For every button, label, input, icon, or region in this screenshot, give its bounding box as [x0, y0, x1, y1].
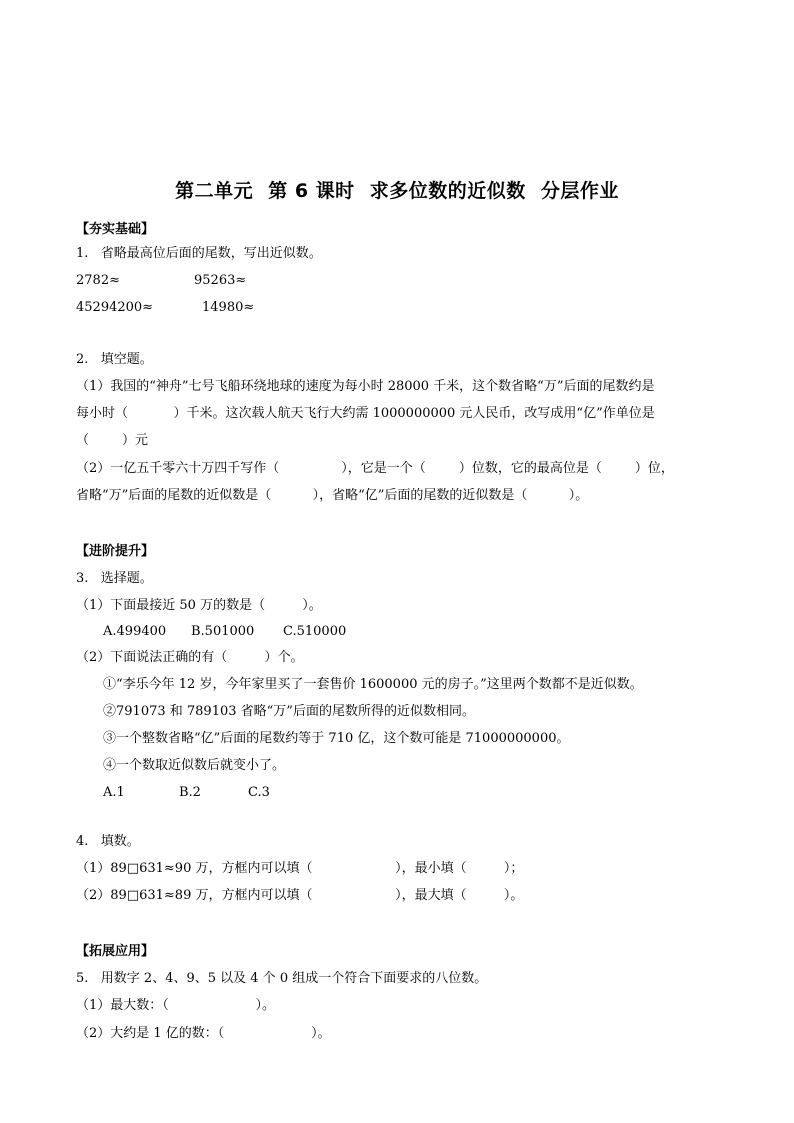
q3-part2-option-c: C.3 [248, 785, 270, 800]
title-lesson: 第 6 课时 [268, 180, 355, 202]
q3-statement-2: ②791073 和 789103 省略“万”后面的尾数所得的近似数相同。 [103, 704, 475, 719]
q2-part2-line1: （2）一亿五千零六十万四千写作（ ），它是一个（ ）位数，它的最高位是（ ）位， [76, 461, 674, 476]
q3-part1-option-a: A.499400 [103, 624, 167, 639]
q3-part2-options [103, 784, 270, 802]
q1-row-2 [76, 299, 255, 317]
q3-part1-option-c: C.510000 [283, 624, 347, 639]
q1-stem: 1. 省略最高位后面的尾数，写出近似数。 [76, 246, 322, 261]
q2-part2-line2: 省略“万”后面的尾数的近似数是（ ），省略“亿”后面的尾数的近似数是（ ）。 [76, 488, 589, 503]
q2-part1-line1: （1）我国的“神舟”七号飞船环绕地球的速度为每小时 28000 千米，这个数省略“万”后面的尾数约是 [76, 379, 655, 394]
q2-stem: 2. 填空题。 [76, 352, 153, 367]
page-title [0, 176, 794, 203]
section-extend-heading: 【拓展应用】 [76, 944, 155, 959]
q3-statement-4: ④一个数取近似数后就变小了。 [103, 758, 286, 773]
q5-stem: 5. 用数字 2、4、9、5 以及 4 个 0 组成一个符合下面要求的八位数。 [76, 971, 488, 986]
section-advanced-heading: 【进阶提升】 [76, 544, 155, 559]
q3-part2-option-a: A.1 [103, 785, 125, 800]
q3-part1: （1）下面最接近 50 万的数是（ ）。 [76, 598, 322, 613]
q1-item-4: 14980≈ [202, 300, 255, 315]
q5-line-1: （1）最大数：（ ）。 [76, 998, 276, 1013]
q1-item-1: 2782≈ [76, 273, 120, 288]
q4-line-2: （2）89□631≈89 万，方框内可以填（ ），最大填（ ）。 [76, 888, 524, 903]
q3-part1-option-b: B.501000 [191, 624, 255, 639]
q3-part1-options [103, 623, 347, 641]
q1-item-3: 45294200≈ [76, 300, 154, 315]
q2-part1-line3: （ ）元 [76, 433, 149, 448]
q3-statement-1: ①“李乐今年 12 岁，今年家里买了一套售价 1600000 元的房子。”这里两个数都不是近似数。 [103, 677, 643, 692]
q5-line-2: （2）大约是 1 亿的数：（ ）。 [76, 1026, 331, 1041]
title-topic: 求多位数的近似数 [369, 180, 526, 202]
q2-part1-line2: 每小时（ ）千米。这次载人航天飞行大约需 1000000000 元人民币，改写成用“亿”作单位是 [76, 406, 655, 421]
q3-stem: 3. 选择题。 [76, 571, 153, 586]
q3-part2-option-b: B.2 [179, 785, 201, 800]
q1-item-2: 95263≈ [194, 273, 247, 288]
section-basic-heading: 【夯实基础】 [76, 222, 155, 237]
q3-statement-3: ③一个整数省略“亿”后面的尾数约等于 710 亿，这个数可能是 71000000000。 [103, 731, 570, 746]
title-kind: 分层作业 [540, 180, 619, 202]
q4-stem: 4. 填数。 [76, 834, 140, 849]
title-unit: 第二单元 [175, 180, 254, 202]
q1-row-1 [76, 272, 247, 290]
q3-part2: （2）下面说法正确的有（ ）个。 [76, 650, 304, 665]
q4-line-1: （1）89□631≈90 万，方框内可以填（ ），最小填（ ）； [76, 861, 524, 876]
